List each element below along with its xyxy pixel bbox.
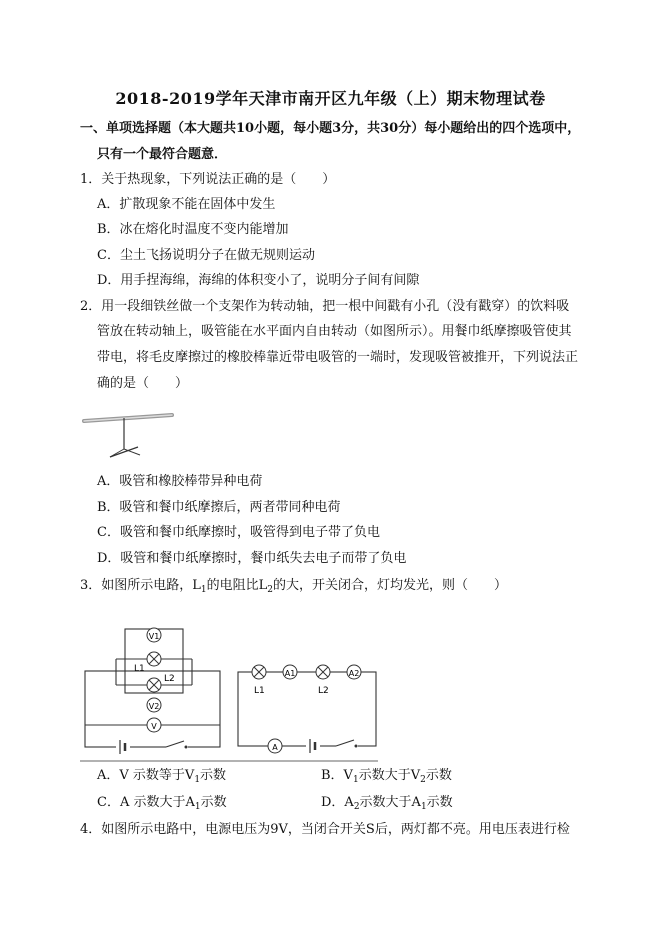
voltmeter-v [147,718,161,732]
ammeter-a2 [347,665,361,679]
switch-left [166,741,188,751]
q4-stem: 4．如图所示电路中，电源电压为9V，当闭合开关S后，两灯都不亮。用电压表进行检 [80,822,570,837]
q2-option-d: D．吸管和餐巾纸摩擦时，餐巾纸失去电子而带了负电 [97,551,407,566]
q2-stem-line2: 管放在转动轴上，吸管能在水平面内自由转动（如图所示）。用餐巾纸摩擦吸管使其 [97,324,572,339]
q1-option-d: D．用手捏海绵，海绵的体积变小了，说明分子间有间隙 [97,273,420,288]
svg-text:A2: A2 [348,669,360,678]
section-heading-line1: 一、单项选择题（本大题共10小题，每小题3分，共30分）每小题给出的四个选项中， [80,121,581,136]
q3-stem: 3．如图所示电路，$L_1$的电阻比$L_2$的大，开关闭合，灯均发光，则（ ） [80,578,508,595]
pivot-stand [110,418,140,457]
q3-option-d: D．$A_2$示数大于$A_1$示数 [321,795,453,812]
straw-pivot-figure [80,405,180,465]
q1-option-c: C．尘土飞扬说明分子在做无规则运动 [97,248,315,263]
voltmeter-v2 [147,698,161,712]
q3-option-a: A．V 示数等于$V_1$示数 [97,768,227,785]
label-right-l1: L1 [254,686,265,696]
label-right-l2: L2 [318,686,329,696]
label-l2: L2 [164,674,175,684]
lamp-right-l2 [316,665,330,679]
q2-option-a: A．吸管和橡胶棒带异种电荷 [97,474,263,489]
ammeter-a [268,739,282,753]
lamp-l1 [147,652,161,666]
q2-option-c: C．吸管和餐巾纸摩擦时，吸管得到电子带了负电 [97,525,380,540]
q3-option-b: B．$V_1$示数大于$V_2$示数 [321,768,452,785]
q2-option-b: B．吸管和餐巾纸摩擦后，两者带同种电荷 [97,500,341,515]
svg-text:V2: V2 [148,702,160,711]
circuit-figures [78,615,388,765]
circuit-right [238,672,376,746]
q2-stem-line3: 带电，将毛皮摩擦过的橡胶棒靠近带电吸管的一端时，发现吸管被推开，下列说法正 [97,350,579,365]
section-heading-line2: 只有一个最符合题意． [97,147,228,162]
label-l1: L1 [134,664,145,674]
lamp-l2 [147,678,161,692]
q1-option-a: A．扩散现象不能在固体中发生 [97,197,276,212]
lamp-right-l1 [252,665,266,679]
q3-option-c: C．A 示数大于$A_1$示数 [97,795,227,812]
svg-text:A1: A1 [284,669,296,678]
straw-shape [84,415,172,421]
q1-option-b: B．冰在熔化时温度不变内能增加 [97,222,289,237]
q1-stem: 1．关于热现象，下列说法正确的是（ ） [80,172,336,187]
ammeter-a1 [283,665,297,679]
voltmeter-v1 [147,628,161,642]
page-title: 2018-2019学年天津市南开区九年级（上）期末物理试卷 [115,89,546,108]
svg-text:V: V [151,722,157,731]
q2-stem-line4: 确的是（ ） [97,376,189,391]
q2-stem-line1: 2．用一段细铁丝做一个支架作为转动轴，把一根中间戳有小孔（没有戳穿）的饮料吸 [80,299,570,314]
svg-text:A: A [272,743,278,752]
battery-left [116,740,130,754]
switch-right [336,740,358,750]
battery-right [306,739,320,753]
svg-text:V1: V1 [148,632,160,641]
